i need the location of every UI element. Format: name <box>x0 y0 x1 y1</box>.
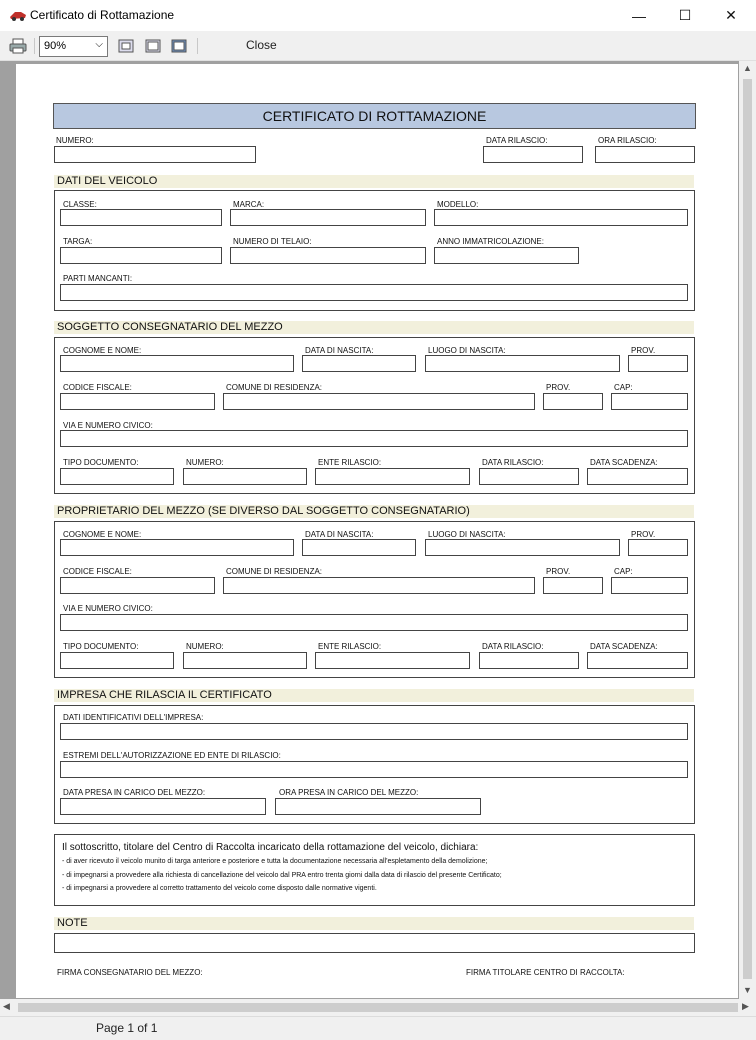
luogo-label: LUOGO DI NASCITA: <box>428 346 506 355</box>
targa-label: TARGA: <box>63 237 93 246</box>
via-field <box>60 430 688 447</box>
maximize-icon: ☐ <box>678 7 692 23</box>
window-title: Certificato di Rottamazione <box>30 8 175 22</box>
fit-page-button[interactable] <box>116 36 136 56</box>
data-rilascio-field <box>483 146 583 163</box>
parti-label: PARTI MANCANTI: <box>63 274 133 283</box>
rilascio-field <box>479 652 579 669</box>
cf-field <box>60 393 215 410</box>
page-info: Page 1 of 1 <box>96 1021 158 1035</box>
tipo-doc-label: TIPO DOCUMENTO: <box>63 458 139 467</box>
comune-field <box>223 577 535 594</box>
targa-field <box>60 247 222 264</box>
luogo-field <box>425 539 620 556</box>
comune-label: COMUNE DI RESIDENZA: <box>226 567 323 576</box>
rilascio-label: DATA RILASCIO: <box>482 642 544 651</box>
num-doc-field <box>183 468 307 485</box>
section-veicolo-title: DATI DEL VEICOLO <box>54 175 694 188</box>
toolbar-separator <box>197 38 198 54</box>
document-title: CERTIFICATO DI ROTTAMAZIONE <box>53 103 696 129</box>
scadenza-field <box>587 468 688 485</box>
cognome-label: COGNOME E NOME: <box>63 530 142 539</box>
app-icon <box>9 8 27 22</box>
prov-field <box>628 355 688 372</box>
ora-rilascio-label: ORA RILASCIO: <box>598 136 657 145</box>
nascita-label: DATA DI NASCITA: <box>305 530 374 539</box>
scadenza-label: DATA SCADENZA: <box>590 642 658 651</box>
printer-icon <box>9 38 27 54</box>
classe-label: CLASSE: <box>63 200 97 209</box>
rilascio-field <box>479 468 579 485</box>
ora-presa-label: ORA PRESA IN CARICO DEL MEZZO: <box>279 788 419 797</box>
close-button[interactable]: Close <box>246 38 277 52</box>
nascita-label: DATA DI NASCITA: <box>305 346 374 355</box>
classe-field <box>60 209 222 226</box>
comune-label: COMUNE DI RESIDENZA: <box>226 383 323 392</box>
numero-label: NUMERO: <box>56 136 94 145</box>
minimize-icon: — <box>632 7 646 24</box>
cognome-field <box>60 539 294 556</box>
status-bar <box>0 1016 756 1040</box>
num-doc-label: NUMERO: <box>186 458 224 467</box>
estremi-field <box>60 761 688 778</box>
zoom-select[interactable] <box>39 36 108 57</box>
cap-field <box>611 393 688 410</box>
minimize-button[interactable] <box>616 0 662 31</box>
dati-impresa-label: DATI IDENTIFICATIVI DELL'IMPRESA: <box>63 713 204 722</box>
section-proprietario-title: PROPRIETARIO DEL MEZZO (SE DIVERSO DAL SOGGETTO CONSEGNATARIO) <box>54 505 694 518</box>
declaration-line-3: - di impegnarsi a provvedere al corretto trattamento del veicolo come disposto dalle normative vigenti. <box>62 885 377 892</box>
print-button[interactable] <box>8 36 28 56</box>
comune-field <box>223 393 535 410</box>
declaration-line-2: - di impegnarsi a provvedere alla richiesta di cancellazione del veicolo dal PRA entro trenta giorni dalla data di rilascio del presente Certificato; <box>62 872 502 879</box>
toolbar <box>0 31 756 61</box>
estremi-label: ESTREMI DELL'AUTORIZZAZIONE ED ENTE DI RILASCIO: <box>63 751 281 760</box>
declaration-intro: Il sottoscritto, titolare del Centro di Raccolta incaricato della rottamazione del veicolo, dichiara: <box>62 842 479 853</box>
telaio-field <box>230 247 426 264</box>
marca-field <box>230 209 426 226</box>
anno-field <box>434 247 579 264</box>
prov-label: PROV. <box>631 346 656 355</box>
close-window-button[interactable] <box>708 0 754 31</box>
scroll-left-icon[interactable]: ◀ <box>3 1001 10 1011</box>
cf-label: CODICE FISCALE: <box>63 383 132 392</box>
tipo-doc-field <box>60 468 174 485</box>
actual-size-icon <box>171 39 187 53</box>
anno-label: ANNO IMMATRICOLAZIONE: <box>437 237 544 246</box>
ente-field <box>315 652 470 669</box>
ente-field <box>315 468 470 485</box>
num-doc-label: NUMERO: <box>186 642 224 651</box>
actual-size-button[interactable] <box>169 36 189 56</box>
tipo-doc-field <box>60 652 174 669</box>
scadenza-label: DATA SCADENZA: <box>590 458 658 467</box>
scadenza-field <box>587 652 688 669</box>
section-impresa-title: IMPRESA CHE RILASCIA IL CERTIFICATO <box>54 689 694 702</box>
via-label: VIA E NUMERO CIVICO: <box>63 421 153 430</box>
num-doc-field <box>183 652 307 669</box>
ora-presa-field <box>275 798 481 815</box>
cap-field <box>611 577 688 594</box>
cap-label: CAP: <box>614 383 633 392</box>
prov-field <box>628 539 688 556</box>
marca-label: MARCA: <box>233 200 265 209</box>
cf-field <box>60 577 215 594</box>
fit-width-icon <box>145 39 161 53</box>
via-label: VIA E NUMERO CIVICO: <box>63 604 153 613</box>
scroll-right-icon[interactable]: ▶ <box>742 1001 749 1011</box>
note-field <box>54 933 695 953</box>
luogo-label: LUOGO DI NASCITA: <box>428 530 506 539</box>
ente-label: ENTE RILASCIO: <box>318 642 382 651</box>
luogo-field <box>425 355 620 372</box>
chevron-down-icon: ⌵ <box>95 39 103 50</box>
title-bar <box>0 0 756 31</box>
data-rilascio-label: DATA RILASCIO: <box>486 136 548 145</box>
prov2-field <box>543 393 603 410</box>
section-note-title: NOTE <box>54 917 694 930</box>
prov2-field <box>543 577 603 594</box>
prov-label: PROV. <box>631 530 656 539</box>
section-consegnatario-title: SOGGETTO CONSEGNATARIO DEL MEZZO <box>54 321 694 334</box>
prov2-label: PROV. <box>546 383 571 392</box>
fit-page-icon <box>118 39 134 53</box>
data-presa-field <box>60 798 266 815</box>
cognome-label: COGNOME E NOME: <box>63 346 142 355</box>
fit-width-button[interactable] <box>143 36 163 56</box>
cognome-field <box>60 355 294 372</box>
tipo-doc-label: TIPO DOCUMENTO: <box>63 642 139 651</box>
vertical-scroll-thumb[interactable] <box>743 79 752 979</box>
numero-field <box>54 146 256 163</box>
horizontal-scroll-thumb[interactable] <box>18 1003 738 1012</box>
parti-field <box>60 284 688 301</box>
rilascio-label: DATA RILASCIO: <box>482 458 544 467</box>
cf-label: CODICE FISCALE: <box>63 567 132 576</box>
horizontal-scrollbar[interactable] <box>0 999 756 1016</box>
nascita-field <box>302 539 416 556</box>
maximize-button[interactable] <box>662 0 708 31</box>
dati-impresa-field <box>60 723 688 740</box>
close-icon: ✕ <box>725 7 737 23</box>
cap-label: CAP: <box>614 567 633 576</box>
ente-label: ENTE RILASCIO: <box>318 458 382 467</box>
via-field <box>60 614 688 631</box>
vertical-scrollbar[interactable] <box>739 61 756 999</box>
data-presa-label: DATA PRESA IN CARICO DEL MEZZO: <box>63 788 206 797</box>
scroll-up-icon[interactable]: ▲ <box>743 63 752 73</box>
firma-consegnatario-label: FIRMA CONSEGNATARIO DEL MEZZO: <box>57 968 203 977</box>
nascita-field <box>302 355 416 372</box>
firma-titolare-label: FIRMA TITOLARE CENTRO DI RACCOLTA: <box>466 968 625 977</box>
telaio-label: NUMERO DI TELAIO: <box>233 237 312 246</box>
declaration-line-1: - di aver ricevuto il veicolo munito di targa anteriore e posteriore e tutta la documentazione necessaria all'espletamento della demolizione; <box>62 858 488 865</box>
modello-field <box>434 209 688 226</box>
zoom-value: 90% <box>44 40 67 52</box>
scroll-down-icon[interactable]: ▼ <box>743 985 752 995</box>
prov2-label: PROV. <box>546 567 571 576</box>
toolbar-separator <box>34 38 35 54</box>
modello-label: MODELLO: <box>437 200 479 209</box>
ora-rilascio-field <box>595 146 695 163</box>
